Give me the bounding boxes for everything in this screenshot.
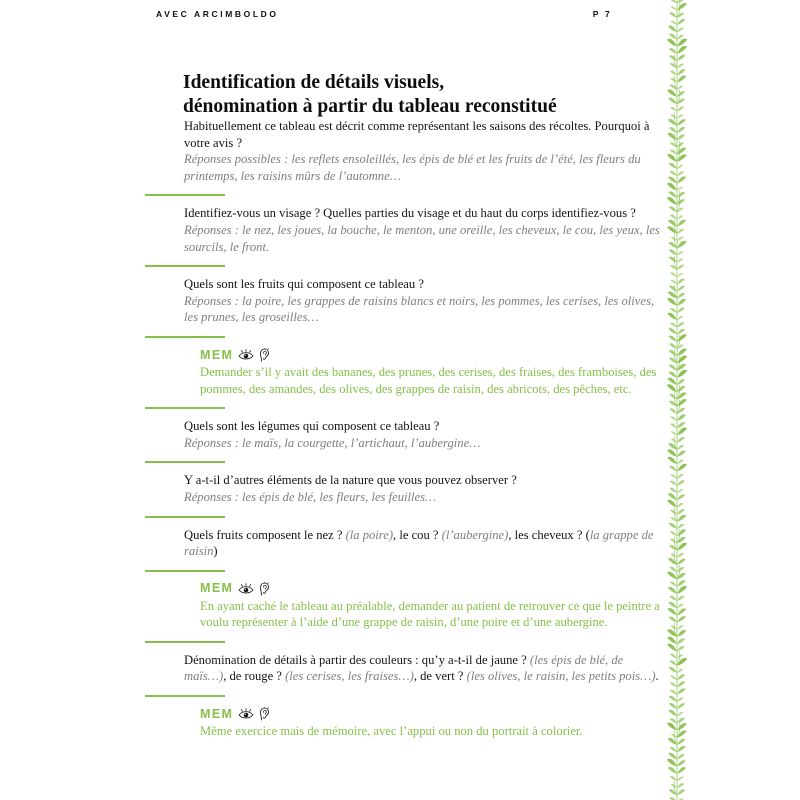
answer-hint: (la poire) xyxy=(345,527,394,542)
page-title xyxy=(183,71,633,119)
answer-text: Réponses : les épis de blé, les fleurs, les feuilles… xyxy=(184,489,437,504)
question-text xyxy=(184,527,660,560)
question-group xyxy=(145,472,660,505)
question-fragment: Quels fruits composent le nez ? xyxy=(184,527,346,542)
question-text: Habituellement ce tableau est décrit comme représentant les saisons des récoltes. Pourquoi à votre avis ? xyxy=(184,119,650,150)
mem-callout xyxy=(145,581,660,631)
answer-text: Réponses : le nez, les joues, la bouche, le menton, une oreille, les cheveux, le cou, les yeux, les sourcils, le front. xyxy=(184,222,660,254)
page-number: P 7 xyxy=(592,9,612,19)
leaf-border-decoration xyxy=(666,0,688,800)
section-divider xyxy=(145,695,225,697)
exercise-content xyxy=(145,118,660,740)
answer-hint: (l’aubergine) xyxy=(441,527,509,542)
ear-icon xyxy=(259,582,270,596)
question-text xyxy=(184,652,660,685)
content-block xyxy=(145,695,660,740)
content-block xyxy=(145,194,660,255)
answer-hint: la grappe de raisin xyxy=(184,527,654,559)
content-block xyxy=(145,461,660,505)
question-fragment: , le cou ? xyxy=(393,527,442,542)
mem-callout xyxy=(145,706,660,740)
section-divider xyxy=(145,516,225,518)
mem-body-text: Même exercice mais de mémoire, avec l’appui ou non du portrait à colorier. xyxy=(200,724,583,739)
mem-body-text: Demander s’il y avait des bananes, des prunes, des cerises, des fraises, des framboises, des pommes, des amandes, des olives, des grappes de raisin, des abricots, des pêches, etc. xyxy=(200,364,657,396)
ear-icon xyxy=(259,348,270,362)
question-fragment: Dénomination de détails à partir des couleurs : qu’y a-t-il de jaune ? xyxy=(184,652,530,667)
question-text: Quels sont les légumes qui composent ce tableau ? xyxy=(184,419,440,434)
page-title-line-2: dénomination à partir du tableau reconstitué xyxy=(183,96,557,118)
mem-label: MEM xyxy=(200,706,234,721)
answer-hint: (les olives, le raisin, les petits pois…) xyxy=(466,669,656,684)
question-group xyxy=(145,652,660,685)
content-block xyxy=(145,641,660,685)
content-block xyxy=(145,265,660,326)
content-block xyxy=(145,570,660,631)
question-group xyxy=(145,118,660,184)
mem-header xyxy=(200,706,660,722)
content-block xyxy=(145,407,660,451)
question-group xyxy=(145,418,660,451)
question-group xyxy=(145,276,660,326)
answer-text: Réponses : le maïs, la courgette, l’artichaut, l’aubergine… xyxy=(184,435,481,450)
mem-header xyxy=(200,581,660,597)
question-group xyxy=(145,527,660,560)
section-divider xyxy=(145,461,225,463)
question-group xyxy=(145,205,660,255)
mem-body-text: En ayant caché le tableau au préalable, demander au patient de retrouver ce que le peintre a voulu représenter à l’aide d’une grappe de raisin, d’une poire et d’une aubergine. xyxy=(200,598,660,630)
mem-header xyxy=(200,347,660,363)
question-fragment: , de vert ? xyxy=(413,669,467,684)
section-divider xyxy=(145,407,225,409)
running-header xyxy=(156,9,612,19)
answer-hint: (les cerises, les fraises…) xyxy=(285,669,414,684)
mem-callout xyxy=(145,347,660,397)
eye-icon xyxy=(238,708,254,720)
ear-icon xyxy=(259,707,270,721)
content-block xyxy=(145,118,660,184)
answer-hint: (les épis de blé, de maïs…) xyxy=(184,652,624,684)
content-block xyxy=(145,336,660,397)
question-fragment: . xyxy=(655,669,659,684)
question-text: Y a-t-il d’autres éléments de la nature que vous pouvez observer ? xyxy=(184,473,517,488)
mem-label: MEM xyxy=(200,347,234,362)
section-divider xyxy=(145,265,225,267)
section-divider xyxy=(145,570,225,572)
answer-text: Réponses possibles : les reflets ensoleillés, les épis de blé et les fruits de l’été, les fleurs du printemps, les raisins mûrs de l’automne… xyxy=(184,152,641,183)
eye-icon xyxy=(238,349,254,361)
question-text: Identifiez-vous un visage ? Quelles parties du visage et du haut du corps identifiez-vous ? xyxy=(184,206,636,221)
section-divider xyxy=(145,194,225,196)
section-divider xyxy=(145,336,225,338)
section-divider xyxy=(145,641,225,643)
running-header-title: AVEC ARCIMBOLDO xyxy=(156,9,279,19)
eye-icon xyxy=(238,583,254,595)
question-fragment: , les cheveux ? ( xyxy=(508,527,590,542)
content-block xyxy=(145,516,660,560)
question-fragment: , de rouge ? xyxy=(223,669,286,684)
question-text: Quels sont les fruits qui composent ce tableau ? xyxy=(184,277,424,292)
answer-text: Réponses : la poire, les grappes de raisins blancs et noirs, les pommes, les cerises, les olives, les prunes, les groseilles… xyxy=(184,293,654,325)
page-title-line-1: Identification de détails visuels, xyxy=(183,72,445,94)
question-fragment: ) xyxy=(213,544,218,559)
mem-label: MEM xyxy=(200,581,234,596)
